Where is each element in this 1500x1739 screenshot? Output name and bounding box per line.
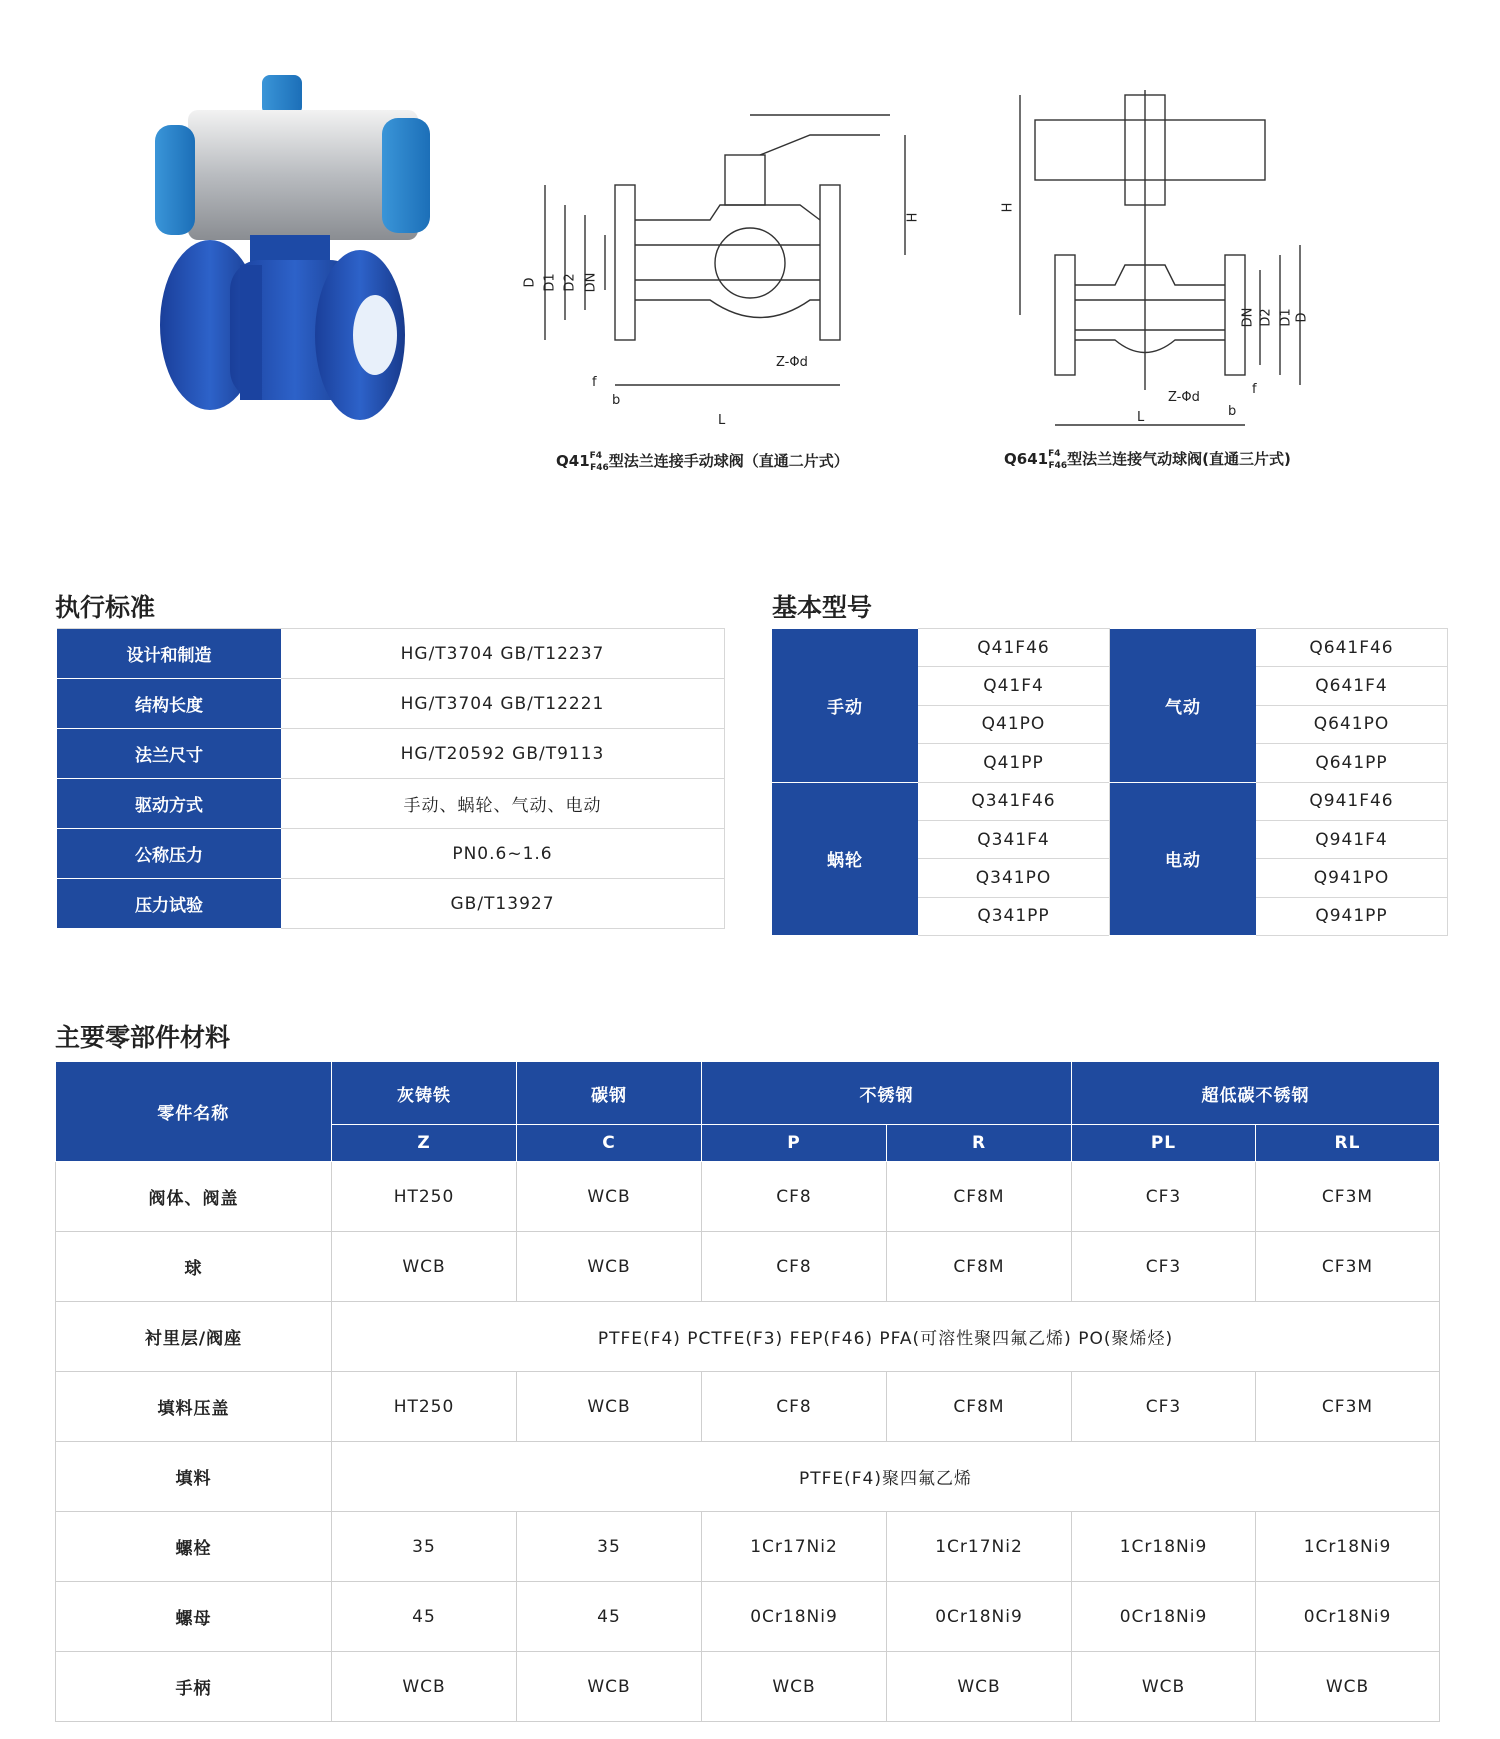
model-cell: Q341F4 bbox=[918, 820, 1110, 858]
part-name-cell: 螺母 bbox=[56, 1582, 332, 1652]
drawing-label-z: Z-Φd bbox=[776, 355, 808, 370]
material-cell: WCB bbox=[517, 1232, 702, 1302]
standard-value: 手动、蜗轮、气动、电动 bbox=[281, 779, 725, 829]
standard-value: HG/T3704 GB/T12221 bbox=[281, 679, 725, 729]
model-cell: Q341PO bbox=[918, 859, 1110, 897]
standard-value: GB/T13927 bbox=[281, 879, 725, 929]
pneumatic-valve-caption: $Q641^{F4}_{F46}$型法兰连接气动球阀(直通三片式) bbox=[1004, 449, 1291, 471]
material-cell: 35 bbox=[332, 1512, 517, 1582]
part-name-header: 零件名称 bbox=[56, 1062, 332, 1162]
part-name-cell: 球 bbox=[56, 1232, 332, 1302]
standard-key: 驱动方式 bbox=[57, 779, 281, 829]
material-cell: CF3M bbox=[1256, 1162, 1440, 1232]
models-table bbox=[772, 628, 1448, 936]
material-cell: 1Cr18Ni9 bbox=[1256, 1512, 1440, 1582]
model-group-label: 手动 bbox=[772, 629, 918, 783]
model-cell: Q41F4 bbox=[918, 667, 1110, 705]
drawing2-label-D2: D2 bbox=[1258, 308, 1274, 327]
material-cell: 0Cr18Ni9 bbox=[887, 1582, 1072, 1652]
material-cell: 1Cr17Ni2 bbox=[702, 1512, 887, 1582]
material-group-header: 超低碳不锈钢 bbox=[1072, 1062, 1440, 1125]
model-group-label: 电动 bbox=[1110, 782, 1257, 936]
material-cell: HT250 bbox=[332, 1162, 517, 1232]
material-cell: HT250 bbox=[332, 1372, 517, 1442]
material-cell: 45 bbox=[332, 1582, 517, 1652]
model-cell: Q341PP bbox=[918, 897, 1110, 935]
table-row bbox=[56, 1162, 1440, 1232]
material-cell: WCB bbox=[332, 1652, 517, 1722]
part-name-cell: 填料压盖 bbox=[56, 1372, 332, 1442]
table-row bbox=[56, 1652, 1440, 1722]
material-cell: CF3 bbox=[1072, 1162, 1256, 1232]
standard-key: 压力试验 bbox=[57, 879, 281, 929]
part-name-cell: 衬里层/阀座 bbox=[56, 1302, 332, 1372]
models-title: 基本型号 bbox=[772, 593, 873, 622]
table-row bbox=[57, 779, 725, 829]
drawing-label-f: f bbox=[592, 375, 597, 390]
material-cell: CF8M bbox=[887, 1232, 1072, 1302]
table-row bbox=[57, 829, 725, 879]
drawing-label-DN: DN bbox=[583, 272, 599, 293]
table-row bbox=[56, 1302, 1440, 1372]
material-cell: CF8 bbox=[702, 1232, 887, 1302]
drawing2-label-DN: DN bbox=[1240, 307, 1256, 328]
table-row bbox=[57, 629, 725, 679]
model-cell: Q41PO bbox=[918, 705, 1110, 743]
material-cell: WCB bbox=[517, 1162, 702, 1232]
table-row bbox=[772, 782, 1448, 820]
material-cell: 35 bbox=[517, 1512, 702, 1582]
model-group-label: 气动 bbox=[1110, 629, 1257, 783]
material-cell: WCB bbox=[1256, 1652, 1440, 1722]
standard-value: HG/T20592 GB/T9113 bbox=[281, 729, 725, 779]
drawing-label-L: L bbox=[718, 413, 726, 428]
part-name-cell: 填料 bbox=[56, 1442, 332, 1512]
part-name-cell: 阀体、阀盖 bbox=[56, 1162, 332, 1232]
material-merged-cell: PTFE(F4)聚四氟乙烯 bbox=[332, 1442, 1440, 1512]
table-row bbox=[56, 1582, 1440, 1652]
table-header-row bbox=[56, 1062, 1440, 1125]
model-cell: Q641PO bbox=[1256, 705, 1448, 743]
material-group-header: 灰铸铁 bbox=[332, 1062, 517, 1125]
part-name-cell: 螺栓 bbox=[56, 1512, 332, 1582]
material-cell: WCB bbox=[517, 1372, 702, 1442]
material-cell: WCB bbox=[1072, 1652, 1256, 1722]
materials-table bbox=[55, 1062, 1440, 1722]
material-merged-cell: PTFE(F4) PCTFE(F3) FEP(F46) PFA(可溶性聚四氟乙烯) PO(聚烯烃) bbox=[332, 1302, 1440, 1372]
material-group-header: 碳钢 bbox=[517, 1062, 702, 1125]
material-cell: WCB bbox=[702, 1652, 887, 1722]
model-cell: Q641F4 bbox=[1256, 667, 1448, 705]
drawing2-label-L: L bbox=[1137, 410, 1145, 425]
drawing-label-D: D bbox=[522, 277, 538, 288]
drawing-label-H: H bbox=[905, 212, 921, 223]
material-cell: 1Cr17Ni2 bbox=[887, 1512, 1072, 1582]
standard-key: 法兰尺寸 bbox=[57, 729, 281, 779]
drawing2-label-D: D bbox=[1294, 312, 1310, 323]
drawing2-label-z: Z-Φd bbox=[1168, 390, 1200, 405]
manual-valve-drawing bbox=[510, 95, 930, 440]
material-code-header: R bbox=[887, 1125, 1072, 1162]
material-cell: WCB bbox=[332, 1232, 517, 1302]
model-cell: Q941PP bbox=[1256, 897, 1448, 935]
drawing-label-b: b bbox=[612, 393, 621, 408]
model-cell: Q941F4 bbox=[1256, 820, 1448, 858]
model-cell: Q641PP bbox=[1256, 744, 1448, 782]
material-cell: CF8M bbox=[887, 1162, 1072, 1232]
model-group-label: 蜗轮 bbox=[772, 782, 918, 936]
material-cell: 0Cr18Ni9 bbox=[1072, 1582, 1256, 1652]
material-cell: 0Cr18Ni9 bbox=[1256, 1582, 1440, 1652]
standard-value: PN0.6~1.6 bbox=[281, 829, 725, 879]
material-cell: CF8M bbox=[887, 1372, 1072, 1442]
material-cell: 0Cr18Ni9 bbox=[702, 1582, 887, 1652]
pneumatic-valve-drawing bbox=[1000, 90, 1340, 435]
standards-table bbox=[57, 628, 725, 929]
table-row bbox=[56, 1232, 1440, 1302]
material-cell: CF3M bbox=[1256, 1232, 1440, 1302]
material-group-header: 不锈钢 bbox=[702, 1062, 1072, 1125]
table-row bbox=[57, 879, 725, 929]
material-code-header: C bbox=[517, 1125, 702, 1162]
part-name-cell: 手柄 bbox=[56, 1652, 332, 1722]
material-cell: CF3 bbox=[1072, 1232, 1256, 1302]
material-cell: 1Cr18Ni9 bbox=[1072, 1512, 1256, 1582]
drawing2-label-H: H bbox=[1000, 202, 1016, 213]
standard-value: HG/T3704 GB/T12237 bbox=[281, 629, 725, 679]
drawing2-label-D1: D1 bbox=[1278, 308, 1294, 327]
model-cell: Q341F46 bbox=[918, 782, 1110, 820]
material-cell: CF3M bbox=[1256, 1372, 1440, 1442]
material-cell: WCB bbox=[887, 1652, 1072, 1722]
table-row bbox=[772, 629, 1448, 667]
material-cell: WCB bbox=[517, 1652, 702, 1722]
drawing-label-D1: D1 bbox=[542, 273, 558, 292]
material-code-header: PL bbox=[1072, 1125, 1256, 1162]
material-code-header: P bbox=[702, 1125, 887, 1162]
manual-valve-caption: $Q41^{F4}_{F46}$型法兰连接手动球阀（直通二片式） bbox=[556, 451, 849, 473]
standards-title: 执行标准 bbox=[55, 593, 156, 622]
model-cell: Q41PP bbox=[918, 744, 1110, 782]
material-code-header: RL bbox=[1256, 1125, 1440, 1162]
model-cell: Q941PO bbox=[1256, 859, 1448, 897]
standard-key: 结构长度 bbox=[57, 679, 281, 729]
material-cell: CF3 bbox=[1072, 1372, 1256, 1442]
table-row bbox=[56, 1512, 1440, 1582]
drawing2-label-f: f bbox=[1252, 382, 1257, 397]
table-row bbox=[57, 679, 725, 729]
model-cell: Q641F46 bbox=[1256, 629, 1448, 667]
table-row bbox=[56, 1372, 1440, 1442]
materials-title: 主要零部件材料 bbox=[55, 1023, 231, 1052]
material-cell: CF8 bbox=[702, 1372, 887, 1442]
model-cell: Q941F46 bbox=[1256, 782, 1448, 820]
table-row bbox=[56, 1442, 1440, 1512]
material-cell: 45 bbox=[517, 1582, 702, 1652]
material-cell: CF8 bbox=[702, 1162, 887, 1232]
standard-key: 公称压力 bbox=[57, 829, 281, 879]
valve-product-photo bbox=[150, 70, 480, 480]
model-cell: Q41F46 bbox=[918, 629, 1110, 667]
standard-key: 设计和制造 bbox=[57, 629, 281, 679]
table-row bbox=[57, 729, 725, 779]
drawing-label-D2: D2 bbox=[562, 273, 578, 292]
drawing2-label-b: b bbox=[1228, 404, 1237, 419]
material-code-header: Z bbox=[332, 1125, 517, 1162]
